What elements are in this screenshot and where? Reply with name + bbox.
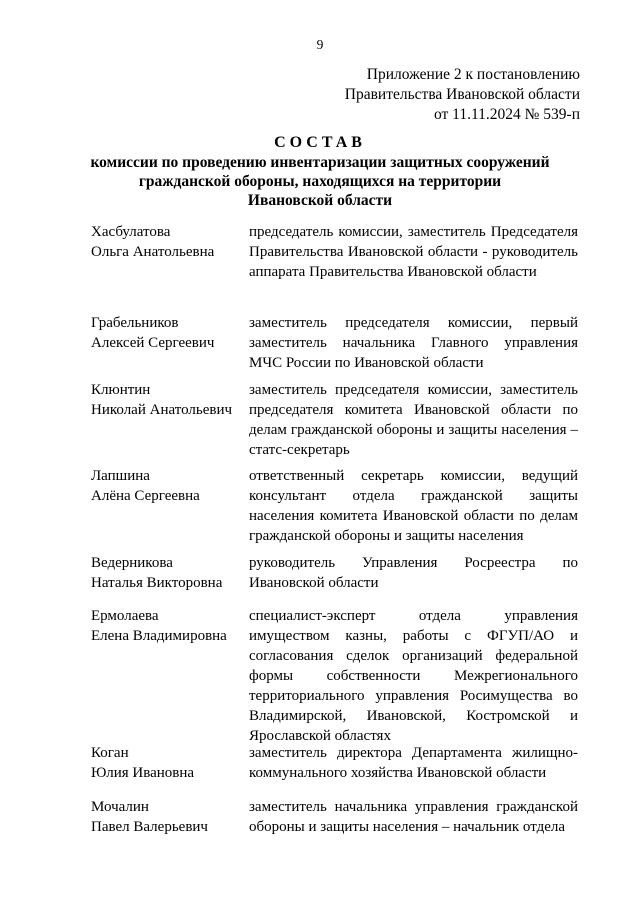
document-subtitle [0, 153, 640, 210]
subtitle-line-3: Ивановской области [247, 192, 393, 209]
member-role: специалист-эксперт отдела управления имуществом казны, работы с ФГУП/АО и согласования сделок организаций федеральной формы собственности Межрегионального территориального управления Росимущества во Владимирской, Ивановской, Костромской и Ярославской областях [249, 608, 578, 744]
member-role: ответственный секретарь комиссии, ведущий консультант отдела гражданской защиты населения комитета Ивановской области по делам гражданской обороны и защиты населения [249, 468, 578, 544]
member-given-name: Алёна Сергеевна [91, 488, 200, 504]
member-role: председатель комиссии, заместитель Председателя Правительства Ивановской области - руководитель аппарата Правительства Ивановской области [249, 224, 578, 280]
member-name [91, 606, 246, 646]
member-name [91, 743, 246, 783]
member-surname: Ведерникова [91, 555, 173, 571]
member-given-name: Наталья Викторовна [91, 575, 223, 591]
member-role: заместитель председателя комиссии, первый заместитель начальника Главного управления МЧС России по Ивановской области [249, 315, 578, 371]
member-given-name: Алексей Сергеевич [91, 335, 215, 351]
member-surname: Мочалин [91, 799, 149, 815]
member-surname: Лапшина [91, 468, 150, 484]
subtitle-line-2: гражданской обороны, находящихся на территории [138, 173, 502, 190]
member-given-name: Павел Валерьевич [91, 819, 208, 835]
member-given-name: Елена Владимировна [91, 628, 227, 644]
member-name [91, 466, 246, 506]
member-surname: Ермолаева [91, 608, 159, 624]
member-name [91, 553, 246, 593]
appendix-line-2: Правительства Ивановской области [344, 86, 580, 103]
member-surname: Клюнтин [91, 382, 151, 398]
page-number: 9 [316, 37, 324, 52]
member-surname: Хасбулатова [91, 224, 171, 240]
member-name [91, 313, 246, 353]
appendix-line-1: Приложение 2 к постановлению [366, 66, 580, 83]
member-surname: Грабельников [91, 315, 179, 331]
member-role: руководитель Управления Росреестра по Ивановской области [249, 555, 578, 591]
appendix-header [345, 65, 580, 125]
document-title: СОСТАВ [274, 134, 366, 151]
member-role: заместитель председателя комиссии, заместитель председателя комитета Ивановской области по делам гражданской обороны и защиты населения – статс-секретарь [249, 382, 578, 458]
member-given-name: Николай Анатольевич [91, 402, 233, 418]
member-surname: Коган [91, 745, 129, 761]
subtitle-line-1: комиссии по проведению инвентаризации защитных сооружений [90, 154, 550, 171]
member-name [91, 222, 246, 262]
appendix-line-3: от 11.11.2024 № 539-п [433, 106, 580, 123]
member-given-name: Юлия Ивановна [91, 765, 195, 781]
member-role: заместитель директора Департамента жилищно-коммунального хозяйства Ивановской области [249, 745, 578, 781]
member-name [91, 380, 246, 420]
member-role: заместитель начальника управления гражданской обороны и защиты населения – начальник отдела [249, 799, 578, 835]
member-given-name: Ольга Анатольевна [91, 244, 215, 260]
member-name [91, 797, 246, 837]
